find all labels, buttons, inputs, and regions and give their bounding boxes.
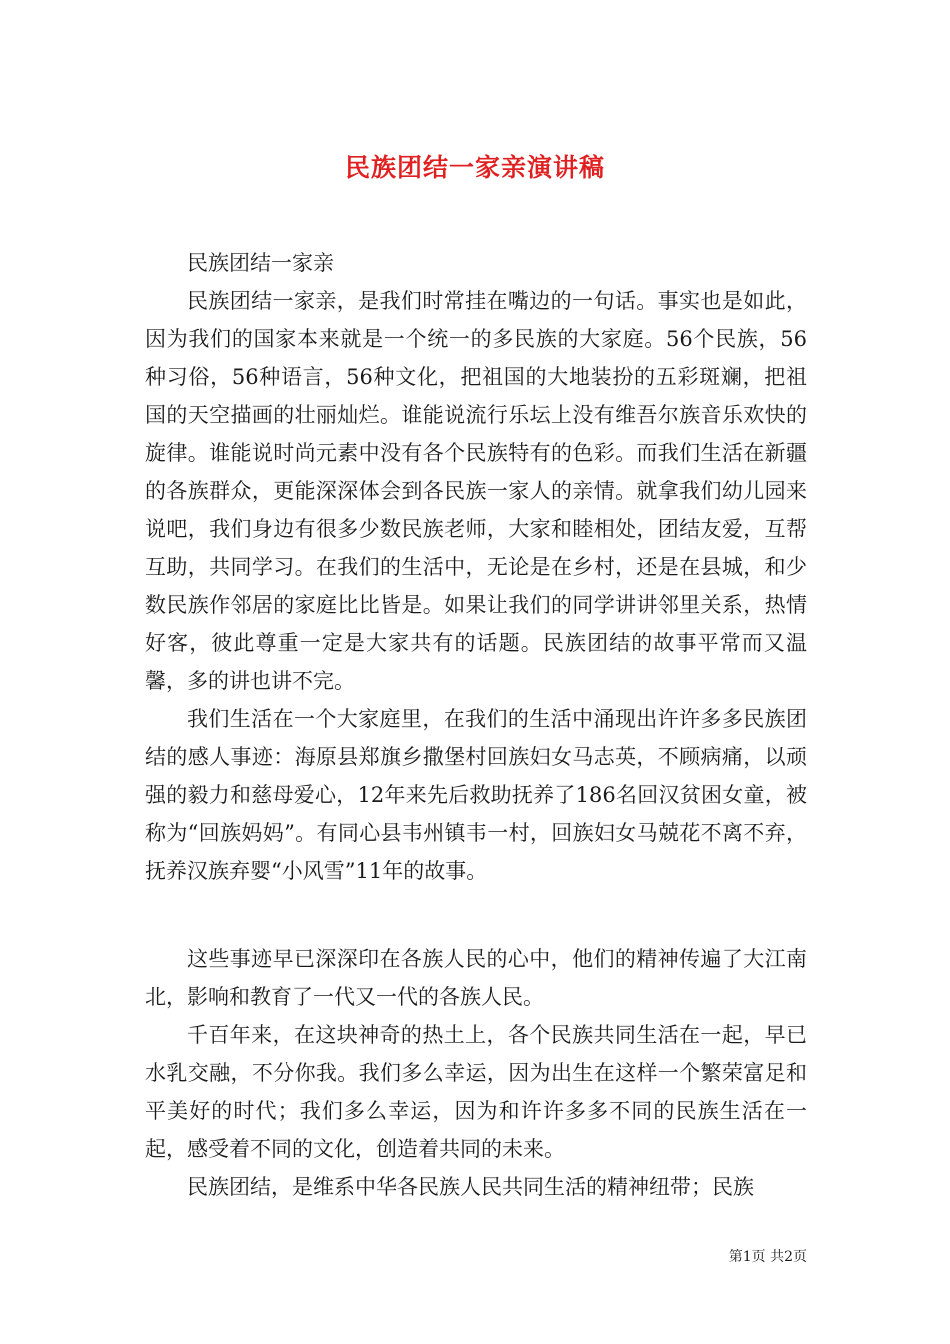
paragraph: 民族团结，是维系中华各民族人民共同生活的精神纽带；民族 xyxy=(187,1175,754,1199)
paragraph: 这些事迹早已深深印在各族人民的心中，他们的精神传遍了大江南北，影响和教育了一代又一代的各族人民。 xyxy=(145,947,807,1009)
paragraph: 民族团结一家亲，是我们时常挂在嘴边的一句话。事实也是如此，因为我们的国家本来就是一个统一的多民族的大家庭。56个民族，56种习俗，56种语言，56种文化，把祖国的大地装扮的五彩斑斓，把祖国的天空描画的壮丽灿烂。谁能说流行乐坛上没有维吾尔族音乐欢快的旋律。谁能说时尚元素中没有各个民族特有的色彩。而我们生活在新疆的各族群众，更能深深体会到各民族一家人的亲情。就拿我们幼儿园来说吧，我们身边有很多少数民族老师，大家和睦相处，团结友爱，互帮互助，共同学习。在我们的生活中，无论是在乡村，还是在县城，和少数民族作邻居的家庭比比皆是。如果让我们的同学讲讲邻里关系，热情好客，彼此尊重一定是大家共有的话题。民族团结的故事平常而又温馨，多的讲也讲不完。 xyxy=(145,289,807,693)
body-text-bottom xyxy=(145,940,807,1206)
body-text-top xyxy=(145,244,807,890)
paragraph: 我们生活在一个大家庭里，在我们的生活中涌现出许许多多民族团结的感人事迹：海原县郑旗乡撒堡村回族妇女马志英，不顾病痛，以顽强的毅力和慈母爱心，12年来先后救助抚养了186名回汉贫困女童，被称为“回族妈妈”。有同心县韦州镇韦一村，回族妇女马兢花不离不弃，抚养汉族弃婴“小风雪”11年的故事。 xyxy=(145,707,807,883)
document-title: 民族团结一家亲演讲稿 xyxy=(344,152,605,182)
paragraph: 千百年来，在这块神奇的热土上，各个民族共同生活在一起，早已水乳交融，不分你我。我们多么幸运，因为出生在这样一个繁荣富足和平美好的时代；我们多么幸运，因为和许许多多不同的民族生活在一起，感受着不同的文化，创造着共同的未来。 xyxy=(145,1023,807,1161)
page-number-footer: 第1页 共2页 xyxy=(728,1249,807,1265)
paragraph-subtitle: 民族团结一家亲 xyxy=(187,251,334,275)
